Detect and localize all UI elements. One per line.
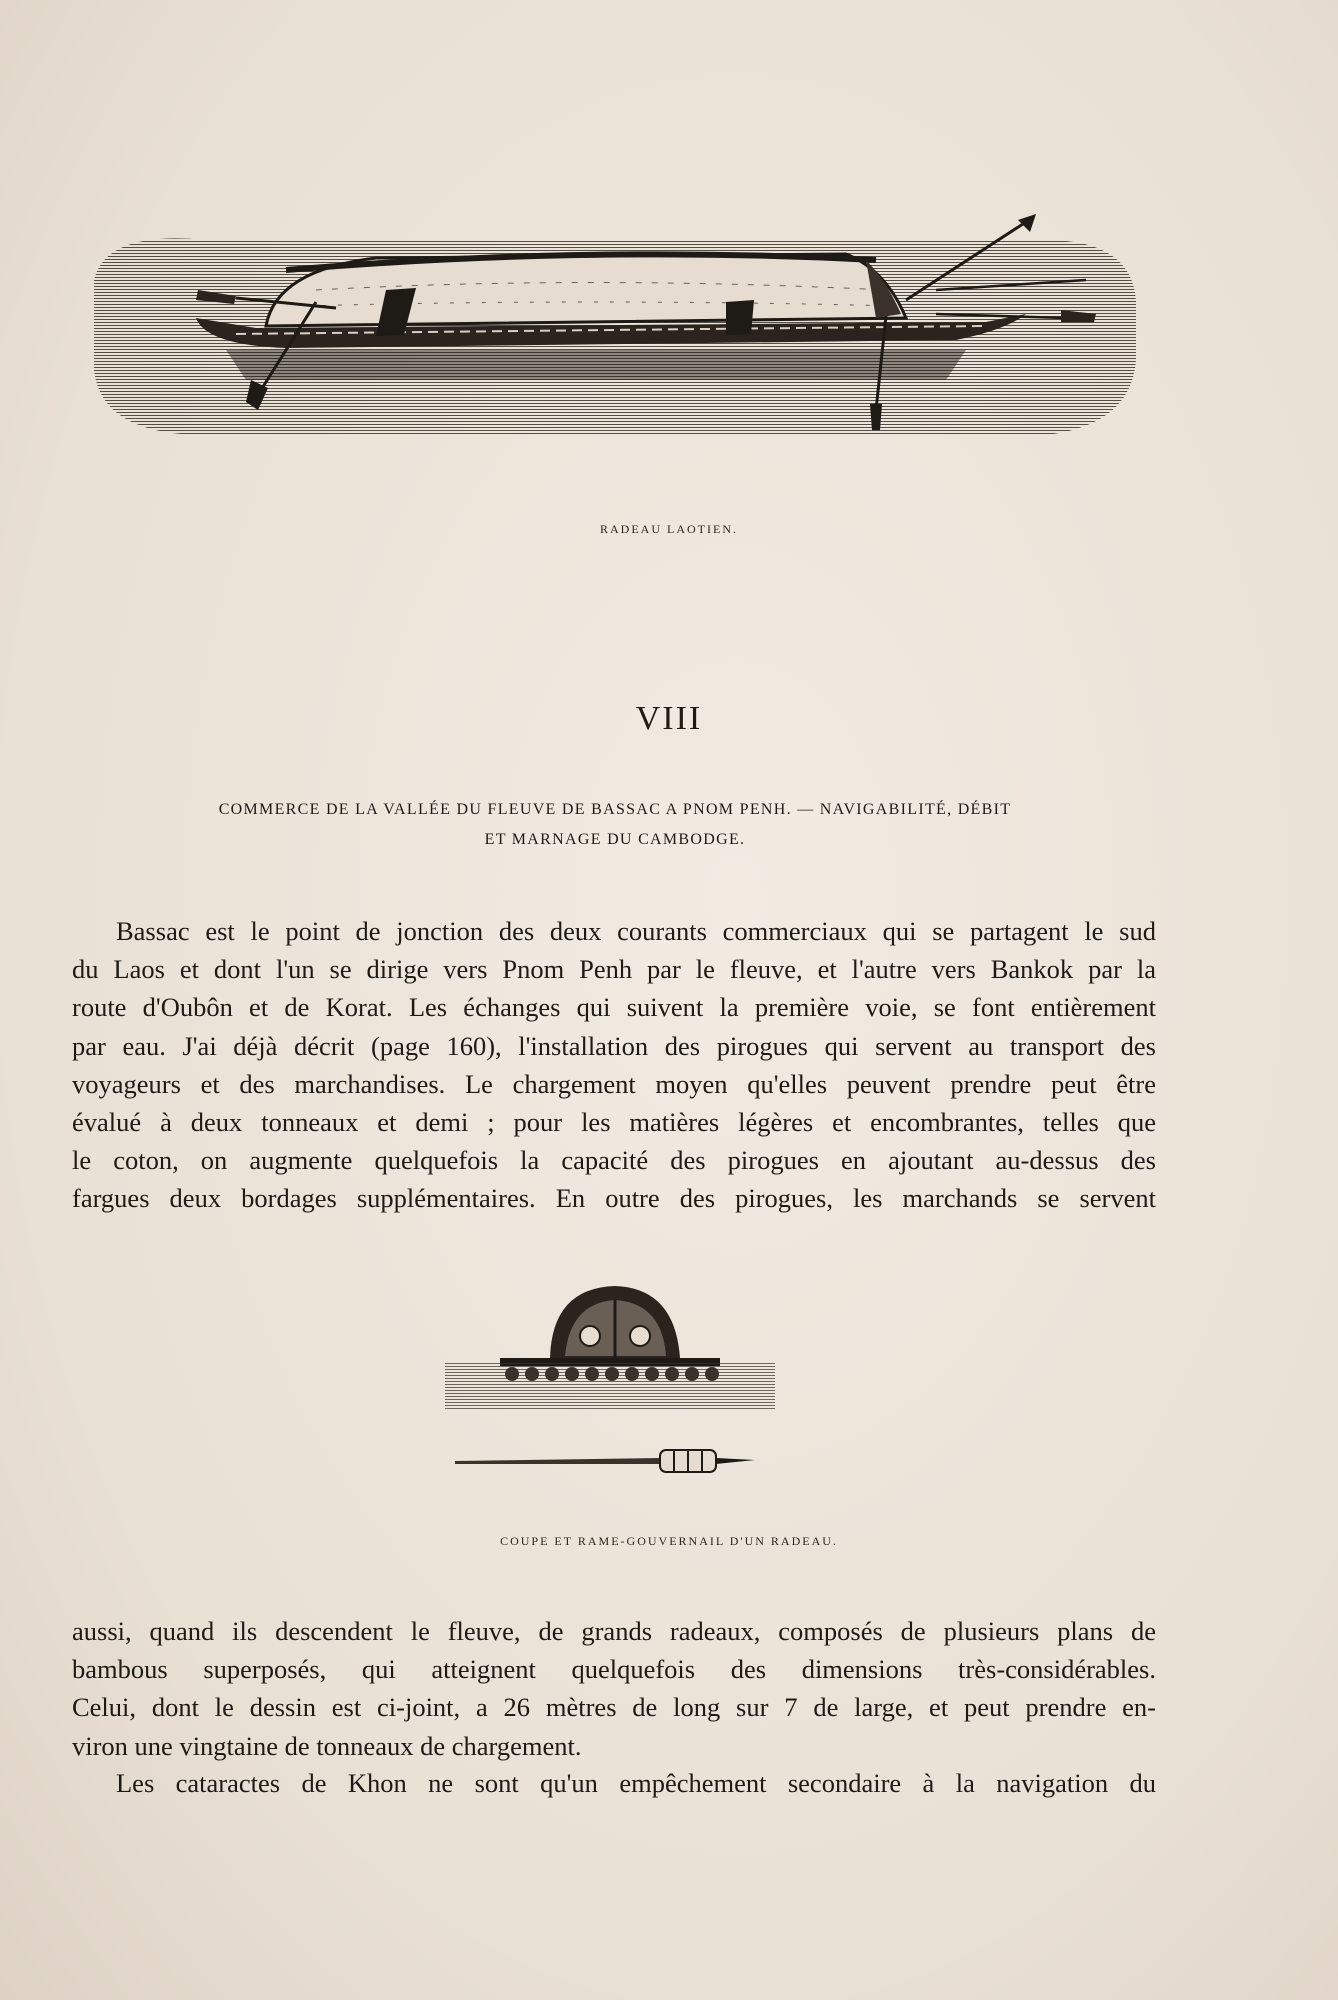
text-line: Celui, dont le dessin est ci-joint, a 26 mètres de long sur 7 de large, et peut prendre en- [72, 1692, 1156, 1723]
text-line: voyageurs et des marchandises. Le chargement moyen qu'elles peuvent prendre peut être [72, 1068, 1156, 1099]
text-line: viron une vingtaine de tonneaux de chargement. [72, 1730, 582, 1761]
paragraph-3 [72, 1764, 1156, 1802]
chapter-title [110, 795, 1120, 855]
text-line: Les cataractes de Khon ne sont qu'un empêchement secondaire à la navigation du [116, 1768, 1156, 1798]
raft-section-and-steering-oar-engraving-icon [440, 1278, 780, 1488]
text-line: fargues deux bordages supplémentaires. En outre des pirogues, les marchands se servent [72, 1183, 1156, 1214]
text-line: Bassac est le point de jonction des deux courants commerciaux qui se partagent le sud [116, 916, 1156, 946]
text-line: du Laos et dont l'un se dirige vers Pnom Penh par le fleuve, et l'autre vers Bankok par la [72, 954, 1156, 985]
text-line: aussi, quand ils descendent le fleuve, de grands radeaux, composés de plusieurs plans de [72, 1616, 1156, 1646]
figure-1-caption: RADEAU LAOTIEN. [600, 522, 738, 536]
text-line: évalué à deux tonneaux et demi ; pour les matières légères et encombrantes, telles que [72, 1107, 1156, 1138]
text-line: bambous superposés, qui atteignent quelquefois des dimensions très-considérables. [72, 1654, 1156, 1685]
text-line: le coton, on augmente quelquefois la capacité des pirogues en ajoutant au-dessus des [72, 1145, 1156, 1176]
paragraph-2 [72, 1612, 1156, 1765]
paragraph-1 [72, 912, 1156, 1218]
text-line: par eau. J'ai déjà décrit (page 160), l'installation des pirogues qui servent au transport des [72, 1030, 1156, 1061]
chapter-number: VIII [635, 700, 703, 737]
text-line: route d'Oubôn et de Korat. Les échanges qui suivent la première voie, se font entièrement [72, 992, 1156, 1023]
chapter-title-line: COMMERCE DE LA VALLÉE DU FLEUVE DE BASSAC A PNOM PENH. — NAVIGABILITÉ, DÉBIT [218, 801, 1012, 818]
figure-2-caption: COUPE ET RAME-GOUVERNAIL D'UN RADEAU. [500, 1534, 838, 1548]
chapter-title-line: ET MARNAGE DU CAMBODGE. [484, 831, 746, 848]
laotian-raft-engraving-icon [86, 210, 1146, 470]
